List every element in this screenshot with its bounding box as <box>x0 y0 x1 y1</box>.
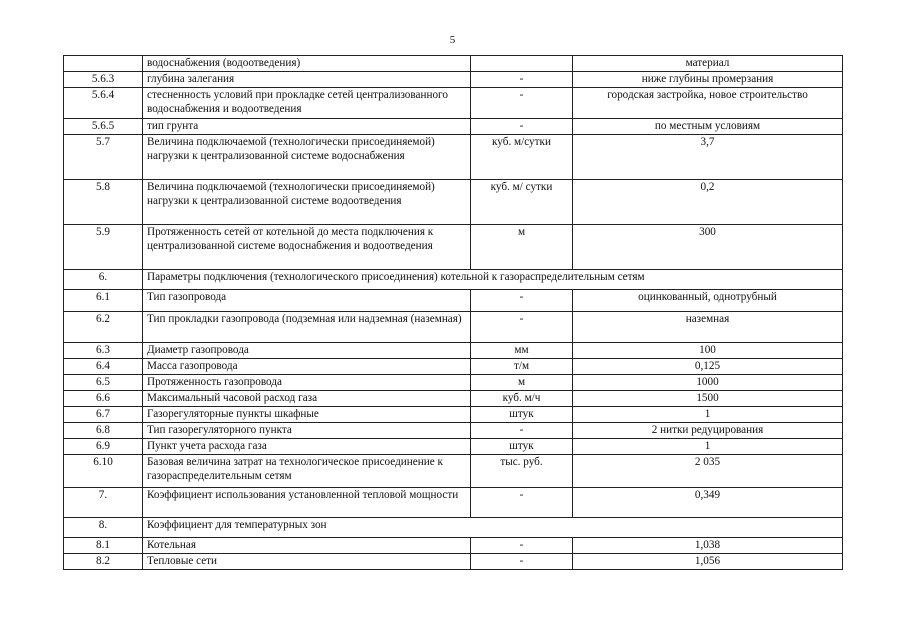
parameter-name-cell: тип грунта <box>143 119 471 135</box>
value-cell: оцинкованный, однотрубный <box>573 290 843 312</box>
value-cell: 1 <box>573 407 843 423</box>
row-number-cell: 5.7 <box>64 135 143 180</box>
unit-cell: штук <box>471 439 573 455</box>
row-number-cell: 5.8 <box>64 180 143 225</box>
value-cell: городская застройка, новое строительство <box>573 88 843 119</box>
unit-cell: - <box>471 290 573 312</box>
unit-cell: тыс. руб. <box>471 455 573 488</box>
parameter-name-cell: стесненность условий при прокладке сетей централизованного водоснабжения и водоотведения <box>143 88 471 119</box>
value-cell: 3,7 <box>573 135 843 180</box>
value-cell: ниже глубины промерзания <box>573 72 843 88</box>
unit-cell: - <box>471 88 573 119</box>
parameter-name-cell: Тип газопровода <box>143 290 471 312</box>
table-row <box>64 72 843 88</box>
table-row <box>64 359 843 375</box>
parameter-name-cell: Тип прокладки газопровода (подземная или надземная (наземная) <box>143 312 471 343</box>
value-cell: 2 нитки редуцирования <box>573 423 843 439</box>
table-row <box>64 312 843 343</box>
unit-cell: штук <box>471 407 573 423</box>
table-row <box>64 391 843 407</box>
unit-cell: - <box>471 119 573 135</box>
specification-table-body <box>64 56 843 570</box>
specification-table <box>63 55 843 570</box>
unit-cell: т/м <box>471 359 573 375</box>
row-number-cell: 6.4 <box>64 359 143 375</box>
unit-cell: м <box>471 375 573 391</box>
row-number-cell: 7. <box>64 488 143 518</box>
table-row <box>64 343 843 359</box>
value-cell: 0,125 <box>573 359 843 375</box>
table-row <box>64 375 843 391</box>
parameter-name-cell: Максимальный часовой расход газа <box>143 391 471 407</box>
row-number-cell: 6.3 <box>64 343 143 359</box>
table-row <box>64 554 843 570</box>
row-number-cell: 6.1 <box>64 290 143 312</box>
parameter-name-cell: Котельная <box>143 538 471 554</box>
row-number-cell: 5.6.4 <box>64 88 143 119</box>
table-row <box>64 455 843 488</box>
unit-cell: - <box>471 538 573 554</box>
row-number-cell: 6.7 <box>64 407 143 423</box>
table-row <box>64 290 843 312</box>
unit-cell: - <box>471 554 573 570</box>
parameter-name-cell: Диаметр газопровода <box>143 343 471 359</box>
parameter-name-cell: Величина подключаемой (технологически присоединяемой) нагрузки к централизованной системе водоотведения <box>143 180 471 225</box>
value-cell: 1 <box>573 439 843 455</box>
parameter-name-cell: Газорегуляторные пункты шкафные <box>143 407 471 423</box>
table-row <box>64 180 843 225</box>
value-cell: по местным условиям <box>573 119 843 135</box>
unit-cell: - <box>471 312 573 343</box>
value-cell: 2 035 <box>573 455 843 488</box>
value-cell: 0,349 <box>573 488 843 518</box>
row-number-cell: 6. <box>64 270 143 290</box>
value-cell: 1,038 <box>573 538 843 554</box>
table-row <box>64 88 843 119</box>
table-row <box>64 518 843 538</box>
parameter-name-cell: Тепловые сети <box>143 554 471 570</box>
table-row <box>64 488 843 518</box>
unit-cell: - <box>471 72 573 88</box>
row-number-cell: 8.2 <box>64 554 143 570</box>
unit-cell: мм <box>471 343 573 359</box>
unit-cell: - <box>471 488 573 518</box>
value-cell: 100 <box>573 343 843 359</box>
value-cell: 1500 <box>573 391 843 407</box>
row-number-cell: 5.6.3 <box>64 72 143 88</box>
unit-cell: куб. м/ч <box>471 391 573 407</box>
value-cell: наземная <box>573 312 843 343</box>
row-number-cell <box>64 56 143 72</box>
table-row <box>64 119 843 135</box>
value-cell: 0,2 <box>573 180 843 225</box>
parameter-name-cell: Величина подключаемой (технологически присоединяемой) нагрузки к централизованной системе водоснабжения <box>143 135 471 180</box>
parameter-name-cell: Пункт учета расхода газа <box>143 439 471 455</box>
value-cell: материал <box>573 56 843 72</box>
unit-cell: куб. м/ сутки <box>471 180 573 225</box>
row-number-cell: 6.10 <box>64 455 143 488</box>
value-cell: 300 <box>573 225 843 270</box>
table-row <box>64 439 843 455</box>
value-cell: 1,056 <box>573 554 843 570</box>
parameter-name-cell: Протяженность газопровода <box>143 375 471 391</box>
table-row <box>64 423 843 439</box>
table-row <box>64 538 843 554</box>
row-number-cell: 8.1 <box>64 538 143 554</box>
row-number-cell: 5.6.5 <box>64 119 143 135</box>
parameter-name-cell: Коэффициент использования установленной тепловой мощности <box>143 488 471 518</box>
parameter-name-cell: Протяженность сетей от котельной до места подключения к централизованной системе водоснабжения и водоотведения <box>143 225 471 270</box>
table-row <box>64 225 843 270</box>
table-row <box>64 407 843 423</box>
parameter-name-cell: Базовая величина затрат на технологическое присоединение к газораспределительным сетям <box>143 455 471 488</box>
value-cell: 1000 <box>573 375 843 391</box>
page-number: 5 <box>449 34 456 46</box>
table-row <box>64 56 843 72</box>
table-row <box>64 135 843 180</box>
row-number-cell: 8. <box>64 518 143 538</box>
row-number-cell: 6.2 <box>64 312 143 343</box>
unit-cell: куб. м/сутки <box>471 135 573 180</box>
parameter-name-cell: Тип газорегуляторного пункта <box>143 423 471 439</box>
unit-cell: - <box>471 423 573 439</box>
unit-cell: м <box>471 225 573 270</box>
unit-cell <box>471 56 573 72</box>
section-heading-cell: Параметры подключения (технологического присоединения) котельной к газораспределительным сетям <box>143 270 843 290</box>
row-number-cell: 5.9 <box>64 225 143 270</box>
parameter-name-cell: водоснабжения (водоотведения) <box>143 56 471 72</box>
row-number-cell: 6.9 <box>64 439 143 455</box>
row-number-cell: 6.5 <box>64 375 143 391</box>
row-number-cell: 6.6 <box>64 391 143 407</box>
section-heading-cell: Коэффициент для температурных зон <box>143 518 843 538</box>
table-row <box>64 270 843 290</box>
parameter-name-cell: Масса газопровода <box>143 359 471 375</box>
parameter-name-cell: глубина залегания <box>143 72 471 88</box>
row-number-cell: 6.8 <box>64 423 143 439</box>
